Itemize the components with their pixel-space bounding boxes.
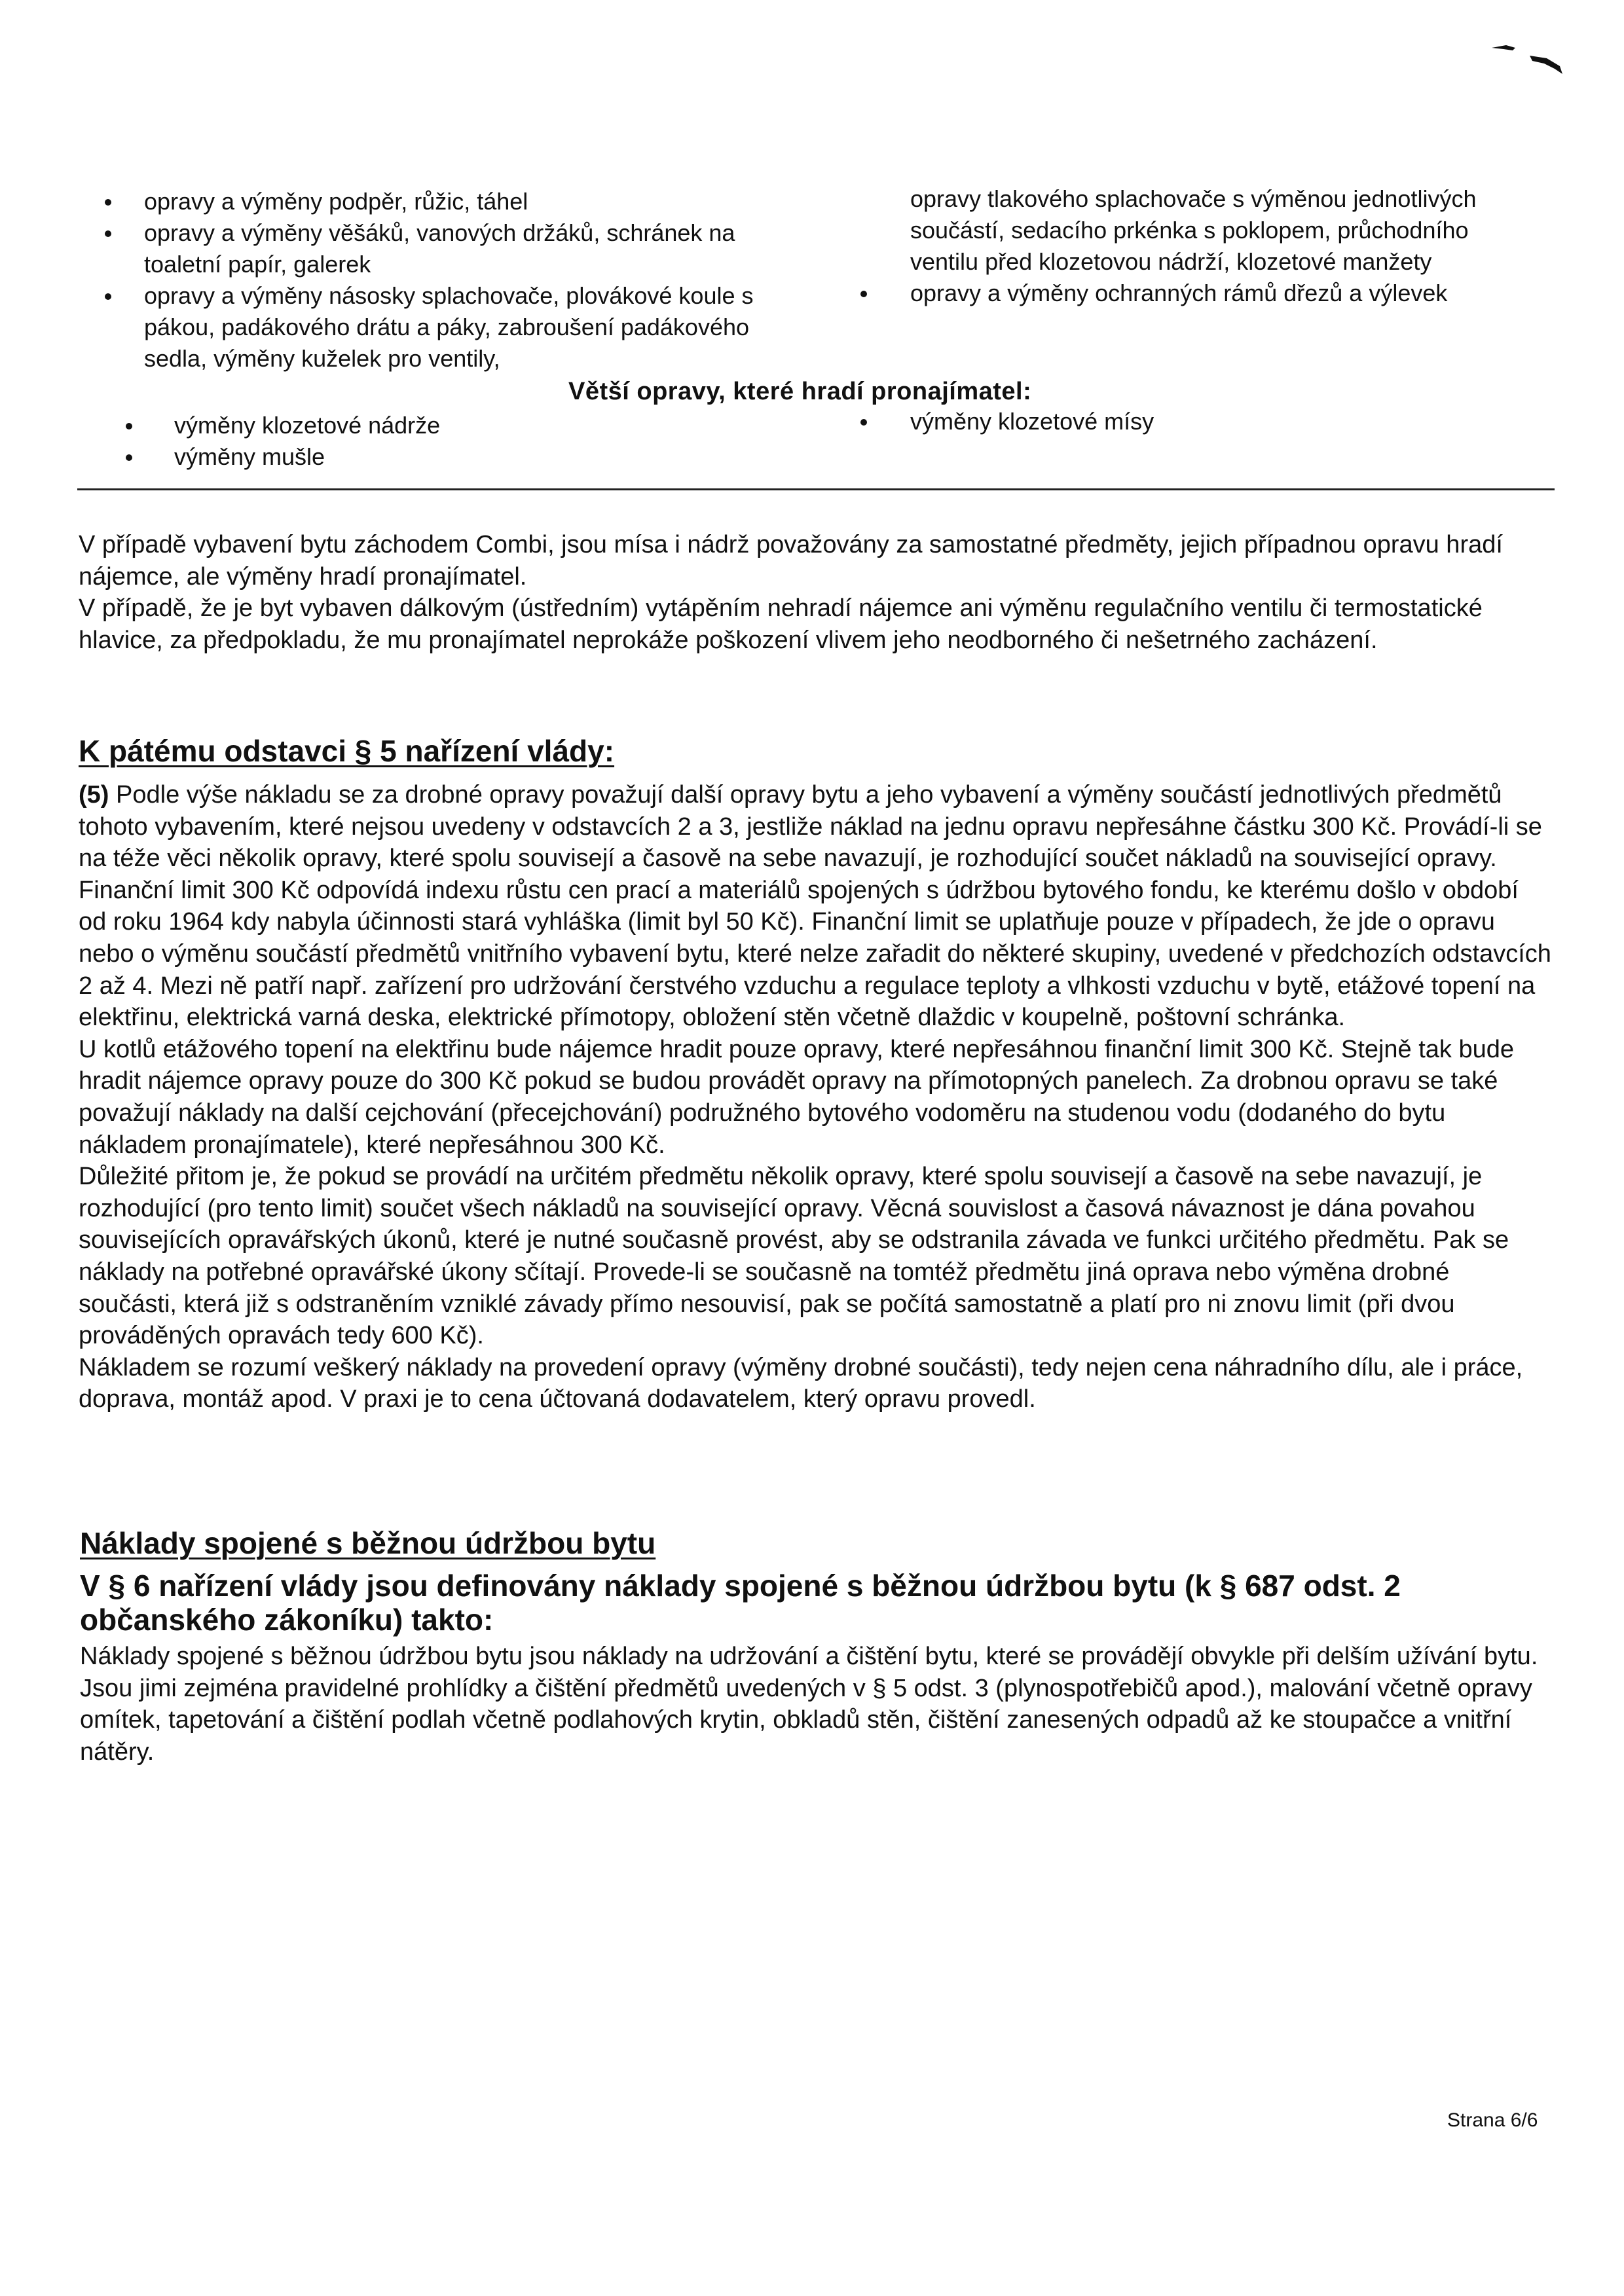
intro-text	[79, 529, 1552, 656]
costs-paragraph: Náklady spojené s běžnou údržbou bytu jsou náklady na udržování a čištění bytu, které se provádějí obvykle při delším užívání bytu. Jsou jimi zejména pravidelné prohlídky a čištění předmětů uvedených v § 5 odst. 3 (plynospotřebičů apod.), malování včetně opravy omítek, tapetování a čištění podlah včetně podlahových krytin, obkladů stěn, čištění zanesených odpadů až ke stoupačce a vnitřní nátěry.	[80, 1643, 1538, 1766]
bigger-repairs-left	[124, 410, 583, 473]
paragraph: U kotlů etážového topení na elektřinu bude nájemce hradit pouze opravy, které nepřesáhnou finanční limit 300 Kč. Stejně tak bude hradit nájemce opravy pouze do 300 Kč pokud se budou provádět opravy na přímotopných panelech. Za drobnou opravu se také považují náklady na další cejchování (přecejchování) podružného bytového vodoměru na studenou vodu (dodaného do bytu nákladem pronajímatele), které nepřesáhnou 300 Kč.	[79, 1035, 1515, 1159]
bigger-repairs-title: Větší opravy, které hradí pronajímatel:	[568, 378, 1032, 405]
paragraph: Nákladem se rozumí veškerý náklady na provedení opravy (výměny drobné součásti), tedy nejen cena náhradního dílu, ale i práce, doprava, montáž apod. V praxi je to cena účtovaná dodavatelem, který opravu provedl.	[79, 1353, 1523, 1413]
list-item: výměny mušle	[124, 441, 583, 473]
list-item-continuation: opravy tlakového splachovače s výměnou jednotlivých součástí, sedacího prkénka s poklopem, průchodního ventilu před klozetovou nádrží, klozetové manžety	[910, 185, 1477, 275]
section-heading: K pátému odstavci § 5 nařízení vlády:	[79, 734, 615, 768]
list-item: opravy a výměny ochranných rámů dřezů a výlevek	[860, 278, 1532, 309]
page-number: Strana 6/6	[1447, 2109, 1538, 2131]
list-item: opravy a výměny věšáků, vanových držáků, schránek na toaletní papír, galerek	[98, 217, 792, 280]
bigger-repairs-right	[860, 406, 1319, 437]
paragraph: V případě, že je byt vybaven dálkovým (ústředním) vytápěním nehradí nájemce ani výměnu regulačního ventilu či termostatické hlavice, za předpokladu, že mu pronajímatel neprokáže poškození vlivem jeho neodborného či nešetrného zacházení.	[79, 594, 1483, 654]
paragraph: Důležité přitom je, že pokud se provádí na určitém předmětu několik opravy, které spolu souvisejí a časově na sebe navazují, je rozhodující (pro tento limit) součet všech nákladů na související opravy. Věcná souvislost a časová návaznost je dána povahou souvisejících opravářských úkonů, které je nutné současně provést, aby se odstranila závada ve funkci určitého předmětu. Pak se náklady na potřebné opravářské úkony sčítají. Provede-li se současně na tomtéž předmětu jiná oprava nebo výměna drobné součásti, která již s odstraněním vzniklé závady přímo nesouvisí, pak se počítá samostatně a platí pro ni znovu limit (při dvou prováděných opravách tedy 600 Kč).	[79, 1163, 1509, 1350]
paragraph: Finanční limit 300 Kč odpovídá indexu růstu cen prací a materiálů spojených s údržbou bytového fondu, ke kterému došlo v období od roku 1964 kdy nabyla účinnosti stará vyhláška (limit byl 50 Kč). Finanční limit se uplatňuje pouze v případech, že jde o opravu nebo o výměnu součástí předmětů vnitřního vybavení bytu, které nelze zařadit do některé skupiny, uvedené v předchozích odstavcích 2 až 4. Mezi ně patří např. zařízení pro udržování čerstvého vzduchu a regulace teploty a vlhkosti vzduchu v bytě, etážové topení na elektřinu, elektrická varná deska, elektrické přímotopy, obložení stěn včetně dlaždic v koupelně, poštovní schránka.	[79, 876, 1551, 1032]
top-left-list	[98, 186, 792, 374]
corner-mark-icon	[1486, 36, 1572, 82]
list-item: opravy a výměny podpěr, růžic, táhel	[98, 186, 792, 217]
list-item: opravy a výměny násosky splachovače, plovákové koule s pákou, padákového drátu a páky, zabroušení padákového sedla, výměny kuželek pro ventily,	[98, 280, 792, 374]
paragraph-number: (5)	[79, 781, 109, 809]
divider	[77, 488, 1555, 490]
list-item: výměny klozetové mísy	[860, 406, 1319, 437]
paragraph: (5) Podle výše nákladu se za drobné opravy považují další opravy bytu a jeho vybavení a výměny součástí jednotlivých předmětů tohoto vybavením, které nejsou uvedeny v odstavcích 2 a 3, jestliže náklad na jednu opravu nepřesáhne částku 300 Kč. Provádí-li se na téže věci několik opravy, které spolu souvisejí a časově na sebe navazují, je rozhodující součet nákladů na související opravy.	[79, 781, 1542, 873]
section-subheading: V § 6 nařízení vlády jsou definovány náklady spojené s běžnou údržbou bytu (k § 687 odst. 2 občanského zákoníku) takto:	[80, 1569, 1401, 1637]
top-right-list	[910, 183, 1532, 309]
list-item: výměny klozetové nádrže	[124, 410, 583, 441]
section-5-text	[79, 779, 1552, 1415]
section-heading: Náklady spojené s běžnou údržbou bytu	[80, 1526, 656, 1560]
paragraph: V případě vybavení bytu záchodem Combi, jsou mísa i nádrž považovány za samostatné předměty, jejich případnou opravu hradí nájemce, ale výměny hradí pronajímatel.	[79, 531, 1503, 591]
